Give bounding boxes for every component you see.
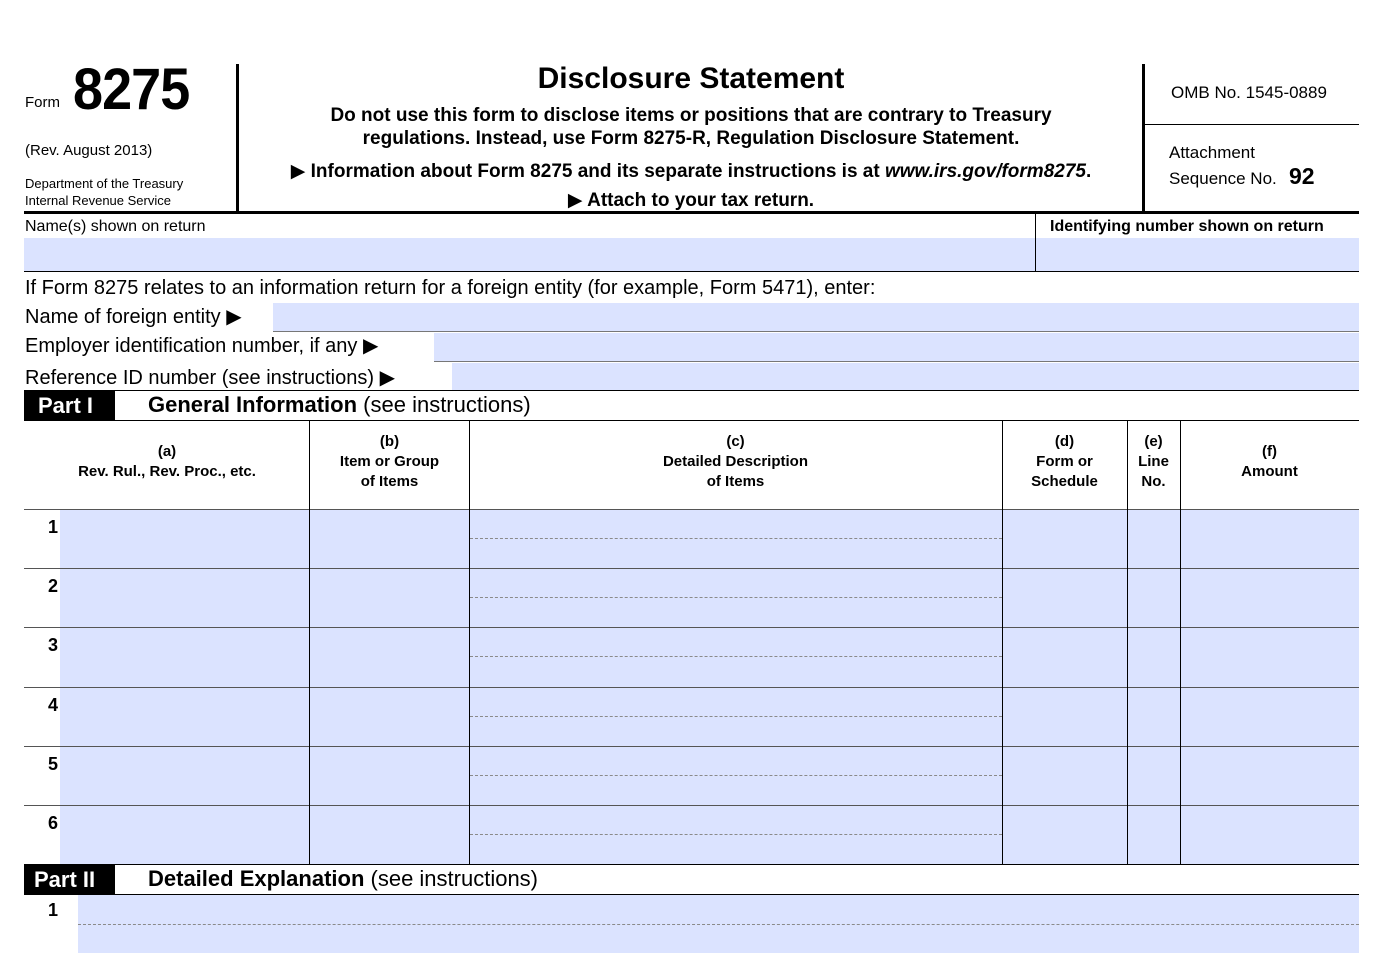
id-label: Identifying number shown on return	[1050, 218, 1324, 235]
col-c-label-2: of Items	[706, 473, 765, 490]
header-right-divider	[1142, 64, 1145, 212]
part1-cell-col-a[interactable]	[60, 806, 309, 864]
col-b-header	[310, 432, 469, 492]
part1-row-number: 3	[48, 635, 59, 655]
col-cd-divider	[1002, 420, 1003, 864]
col-f-header	[1180, 442, 1359, 482]
part2-badge	[24, 865, 115, 894]
col-d-header	[1002, 432, 1127, 492]
omb-number: OMB No. 1545-0889	[1171, 83, 1327, 102]
foreign-intro: If Form 8275 relates to an information return for a foreign entity (for example, Form 5471), enter:	[25, 277, 876, 299]
info-suffix: .	[1085, 161, 1092, 182]
form-word: Form	[25, 94, 60, 111]
col-f-letter: (f)	[1262, 443, 1277, 460]
part1-cell-col-e[interactable]	[1128, 747, 1180, 805]
col-a-header	[24, 442, 310, 482]
col-d-letter: (d)	[1054, 433, 1075, 450]
part1-header-rule	[24, 420, 1359, 421]
part1-cell-col-c[interactable]	[470, 747, 1002, 805]
col-c-header	[469, 432, 1002, 492]
col-e-letter: (e)	[1144, 433, 1163, 450]
part1-cell-col-d[interactable]	[1003, 510, 1127, 568]
ref-id-label: Reference ID number (see instructions) ▶	[25, 367, 395, 389]
col-e-label-2: No.	[1141, 473, 1166, 490]
part1-cell-col-b[interactable]	[310, 569, 469, 627]
part1-desc-dashed-line	[470, 538, 1002, 539]
attach-line: ▶ Attach to your tax return.	[567, 190, 815, 211]
part2-title-bold: Detailed Explanation	[148, 866, 365, 891]
info-prefix: ▶ Information about Form 8275 and its separate instructions is at	[290, 161, 885, 182]
part1-cell-col-f[interactable]	[1181, 569, 1359, 627]
part1-title-bold: General Information	[148, 392, 358, 417]
part1-cell-col-f[interactable]	[1181, 510, 1359, 568]
attachment-label: Attachment	[1169, 143, 1255, 162]
foreign-entity-input[interactable]	[273, 303, 1359, 331]
part1-cell-col-f[interactable]	[1181, 747, 1359, 805]
part1-desc-dashed-line	[470, 597, 1002, 598]
part1-cell-col-a[interactable]	[60, 688, 309, 746]
dept-treasury: Department of the Treasury	[25, 176, 184, 191]
part1-cell-col-f[interactable]	[1181, 806, 1359, 864]
info-url-link[interactable]: www.irs.gov/form8275	[884, 161, 1086, 182]
col-b-label-2: of Items	[360, 473, 419, 490]
part2-row-number: 1	[48, 900, 59, 920]
part1-cell-col-a[interactable]	[60, 747, 309, 805]
col-bc-divider	[469, 420, 470, 864]
part1-row-number: 2	[48, 576, 59, 596]
part1-cell-col-d[interactable]	[1003, 569, 1127, 627]
form-info-line	[240, 160, 1142, 183]
col-c-letter: (c)	[726, 433, 745, 450]
form-number: 8275	[73, 57, 190, 122]
part1-cell-col-c[interactable]	[470, 628, 1002, 686]
part1-row-number: 6	[48, 813, 59, 833]
col-d-label-1: Form or	[1036, 453, 1093, 470]
part1-row-number: 1	[48, 517, 59, 537]
part1-cell-col-b[interactable]	[310, 628, 469, 686]
col-a-label: Rev. Rul., Rev. Proc., etc.	[78, 463, 256, 480]
part1-cell-col-a[interactable]	[60, 569, 309, 627]
part1-cell-col-e[interactable]	[1128, 628, 1180, 686]
part1-cell-col-c[interactable]	[470, 688, 1002, 746]
part1-desc-dashed-line	[470, 716, 1002, 717]
ein-underline	[434, 361, 1359, 362]
part1-cell-col-f[interactable]	[1181, 628, 1359, 686]
sequence-number: 92	[1289, 163, 1315, 189]
sequence-label: Sequence No.	[1169, 169, 1277, 188]
col-f-label: Amount	[1241, 463, 1298, 480]
foreign-entity-underline	[273, 331, 1359, 332]
col-d-label-2: Schedule	[1031, 473, 1098, 490]
part1-cell-col-e[interactable]	[1128, 688, 1180, 746]
part2-see-instructions: (see instructions)	[364, 866, 539, 891]
part2-badge-text: Part II	[34, 867, 96, 892]
part1-cell-col-b[interactable]	[310, 510, 469, 568]
part1-cell-col-c[interactable]	[470, 510, 1002, 568]
ein-input[interactable]	[434, 333, 1359, 361]
foreign-entity-label: Name of foreign entity ▶	[25, 306, 242, 328]
name-label: Name(s) shown on return	[25, 218, 206, 235]
col-ab-divider	[309, 420, 310, 864]
part1-cell-col-a[interactable]	[60, 628, 309, 686]
col-e-label-1: Line	[1138, 453, 1169, 470]
col-a-letter: (a)	[157, 443, 177, 460]
part1-badge	[24, 391, 115, 420]
part1-badge-text: Part I	[38, 393, 94, 418]
part1-cell-col-d[interactable]	[1003, 628, 1127, 686]
part2-dashed-line	[78, 924, 1359, 925]
col-e-header	[1127, 432, 1180, 492]
part1-cell-col-a[interactable]	[60, 510, 309, 568]
part1-desc-dashed-line	[470, 834, 1002, 835]
part1-see-instructions: (see instructions)	[357, 392, 531, 417]
form-title: Disclosure Statement	[537, 62, 845, 95]
col-ef-divider	[1180, 420, 1181, 864]
part1-desc-dashed-line	[470, 656, 1002, 657]
ein-label: Employer identification number, if any ▶	[25, 335, 379, 357]
omb-divider	[1145, 124, 1359, 125]
col-b-letter: (b)	[379, 433, 400, 450]
form-subtitle-2: regulations. Instead, use Form 8275-R, Regulation Disclosure Statement.	[362, 128, 1020, 149]
part1-cell-col-f[interactable]	[1181, 688, 1359, 746]
col-b-label-1: Item or Group	[339, 453, 440, 470]
part1-cell-col-e[interactable]	[1128, 510, 1180, 568]
part1-cell-col-b[interactable]	[310, 806, 469, 864]
part2-title	[148, 866, 538, 892]
header-left-divider	[236, 64, 239, 212]
part1-cell-col-d[interactable]	[1003, 806, 1127, 864]
col-de-divider	[1127, 420, 1128, 864]
part1-desc-dashed-line	[470, 775, 1002, 776]
part1-cell-col-b[interactable]	[310, 688, 469, 746]
foreign-bottom-rule	[24, 390, 1359, 391]
form-subtitle-1: Do not use this form to disclose items or positions that are contrary to Treasury	[330, 105, 1052, 126]
part1-cell-col-e[interactable]	[1128, 569, 1180, 627]
part1-cell-col-d[interactable]	[1003, 688, 1127, 746]
ref-id-input[interactable]	[452, 363, 1359, 390]
part1-cell-col-c[interactable]	[470, 569, 1002, 627]
form-revision: (Rev. August 2013)	[25, 142, 153, 159]
part1-cell-col-e[interactable]	[1128, 806, 1180, 864]
part1-title	[148, 392, 531, 418]
part1-cell-col-c[interactable]	[470, 806, 1002, 864]
col-c-label-1: Detailed Description	[662, 453, 809, 470]
id-input[interactable]	[1036, 238, 1359, 271]
part2-top-rule	[24, 864, 1359, 865]
name-row-bottom	[24, 271, 1359, 272]
name-input[interactable]	[24, 238, 1035, 271]
part1-cell-col-b[interactable]	[310, 747, 469, 805]
part1-cell-col-d[interactable]	[1003, 747, 1127, 805]
header-bottom-rule	[24, 211, 1359, 214]
dept-irs: Internal Revenue Service	[25, 193, 171, 208]
part1-row-number: 4	[48, 695, 59, 715]
part1-row-number: 5	[48, 754, 59, 774]
